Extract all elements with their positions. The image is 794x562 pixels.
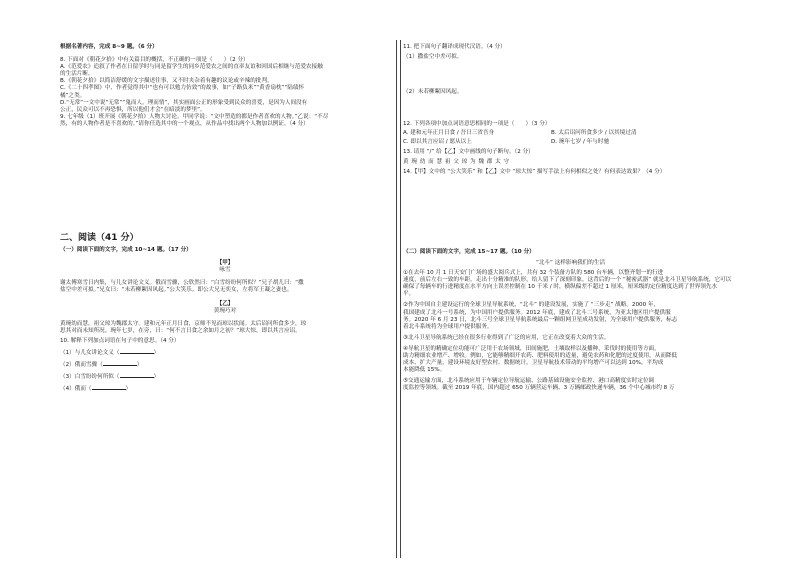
passage-jia-title: 咏雪	[219, 267, 231, 274]
question-8	[60, 57, 390, 114]
q10-item: （2）俄而雪骤（ ）	[60, 362, 143, 369]
article-paragraph: ④导航卫星的精确定位功能可广泛用于农场领域，田间施肥，土壤取样以及播种，采伐时的使用等方面， 助力精细农业增产、增收。例如，它能够精细开农药、肥料使用的适量，避免农药和化肥的过度使用，从而降低 成本、扩大产量，建设环境友好型农村。数据统计，卫星导航技术带动的平均增产可以达到 10%，平均成 本能降低 15%。	[403, 345, 678, 374]
passage-yi-line: 黄琬幼而慧，祖父琼为魏郡太守。建和元年正月日食，京师不见而琼以状闻。太后诏问所食多少，琼	[60, 320, 307, 327]
passage-jia-line: 谢太傅寒雪日内集，与儿女讲论文义。俄而雪骤，公欣然曰：“白雪纷纷何所似？”兄子胡儿曰：“撒	[60, 280, 304, 287]
question-10: 10. 解释下列加点词语在句子中的意思。（4 分）	[60, 337, 180, 344]
subsection-heading: （二）阅读下面的文字，完成 15~17 题。（10 分）	[403, 248, 535, 255]
article-title: “北斗” 这样影响我们的生活	[535, 259, 606, 266]
q10-item: （1）与儿女讲论文义（ ）	[60, 349, 160, 356]
answer-space	[60, 128, 390, 232]
question-14: 14.【甲】文中的 “公大笑乐” 和【乙】文中 “琼大惊” 描写手法上有何相似之处？有何表达效果？（4 分）	[403, 168, 666, 175]
section-heading: 二、阅读（41 分）	[60, 233, 139, 244]
article-paragraph: ⑤交通运输方面，北斗系统应用于车辆定位导航运输、公路基础设施安全监控、港口高精度实时定位调 度监控等领域。截至 2019 年底，国内超过 650 万辆营运车辆、3 万辆邮政快递车辆，36 个中心城市约 8 万	[403, 378, 675, 392]
reading-intro: 根据名著内容，完成 8~9 题。（6 分）	[60, 44, 158, 50]
passage-jia-label: 【甲】	[216, 260, 234, 267]
q11-item: （1）撒盐空中差可拟。	[403, 54, 463, 61]
q13-sentence: 黄 琬 幼 而 慧 祖 父 琼 为 魏 郡 太 守	[403, 158, 510, 165]
passage-jia-line: 盐空中差可拟。”兄女曰：“未若柳絮因风起。”公大笑乐。即公大兄无奕女，左将军王凝之妻也。	[60, 287, 293, 294]
question-9	[60, 114, 390, 128]
article-paragraph: ②作为中国自主建设运行的全球卫星导航系统，“北斗” 的建设发展，实施了 “三步走” 战略。2000 年， 我国建成了北斗一号系统，为中国用户提供服务。2012 年底，建成了北斗二号系统，为亚太地区用户提供服 务。2020 年 6 月 23 日，北斗三号全球卫星导航系统最后一颗组网卫星成功发射，为全球用户提供服务，标志 着北斗系统将为全球用户提供服务。	[403, 302, 678, 330]
right-column	[403, 44, 738, 392]
q8-line: 橘”之类。	[60, 92, 86, 99]
question-11: 11. 把下面句子翻译成现代汉语。（4 分）	[403, 44, 506, 50]
q10-item: （4）俄而（ ）	[60, 386, 132, 393]
answer-space	[403, 176, 738, 249]
column-divider-right	[400, 40, 401, 558]
passage-yi-label: 【乙】	[216, 300, 234, 307]
q8-line: C.《二十四孝图》中，作者觉得其中“也有可以勉力仿效”的故事，如“子路负米”“黄香扇枕”“陆绩怀	[60, 85, 305, 92]
column-divider-left	[396, 40, 397, 558]
question-13: 13. 请用 “/” 给【乙】文中画线的句子断句。（2 分）	[403, 148, 534, 155]
passage-yi-line: 思其对而未知所况。琬年七岁，在旁，曰：“何不言日食之余如月之初？”琼大惊，即以其言应诏。	[60, 327, 301, 334]
question-12: 12. 下列各项中加点词语意思相同的一项是（ ）（3 分）	[403, 121, 551, 128]
article-paragraph: ③北斗卫星导航系统已经在很多行业得到了广泛的应用，它正在改变着大众的生活。	[403, 334, 610, 341]
subsection-heading: （一）阅读下面的文字，完成 10~14 题。（17 分）	[60, 247, 192, 254]
q8-line: B.《朝花夕拾》以简洁舒缓的文字描述往事，又不时夹杂着有趣的议论或辛辣的批判。	[60, 78, 273, 85]
q8-line: 公正，民众可以不再恐惧，所以他们才会“在暗淡的梦里”。	[60, 106, 206, 113]
passage-yi-title: 黄琬巧对	[213, 307, 237, 314]
answer-blank[interactable]	[120, 348, 154, 354]
q8-line: 8. 下面对《朝花夕拾》中有关篇目的概括，不正确的一项是（ ）（2 分）	[60, 57, 249, 64]
q8-line: D.“无常”一文中说“无常”“鬼而人，理而情”，其实画面公正的形象受到民众的喜爱，是因为人间没有	[60, 99, 308, 106]
q9-line: 然，有的人物作者是不喜欢的。”请你任选其中的一个观点，从作品中找出两个人物加以例证。（4 分）	[60, 120, 309, 127]
q8-line: A.《范爱农》追叙了作者在日留学时与同是留学生的同乡范爱农之间的直率友谊和回国后相继与范爱农接触	[60, 64, 323, 71]
answer-blank[interactable]	[92, 384, 126, 390]
q9-line: 9. 七年级（1）班开展《朝花夕拾》人物大讨论。甲同学说：“文中塑造的都是作者喜欢的人物。”乙说：“不尽	[60, 113, 329, 120]
q8-line: 的生活片断。	[60, 71, 94, 78]
answer-blank[interactable]	[103, 360, 137, 366]
q11-item: （2）未若柳絮因风起。	[403, 89, 463, 96]
article-paragraph: ①在去年 10 月 1 日天安门广场的盛大阅兵式上，共有 32 个装备方队的 580 台车辆，以整齐划一的行进 速度，前后左右一致的车距，走出十分精准的队形，给人留下了深刻印象，这背后的一个 “秘密武器” 就是北斗卫星导航系统，它可以 确保了每辆车的行进精度在水平方向上误差控制在 10 千米 / 时，横纵偏差不超过 1 厘米，厘米级的定位精度达到了世界领先水 平。	[403, 270, 732, 298]
q10-item: （3）白雪纷纷何所似（ ）	[60, 374, 160, 381]
q12-options-row: A. 建和元年正月日食 / 吾日三省吾身 B. 太后诏问所食多少 / 以其境过清	[403, 130, 637, 137]
answer-blank[interactable]	[120, 372, 154, 378]
left-column	[60, 44, 390, 393]
q12-options-row: C. 即以其言应诏 / 愿从以上 D. 琬年七岁 / 年与时驰	[403, 139, 610, 146]
